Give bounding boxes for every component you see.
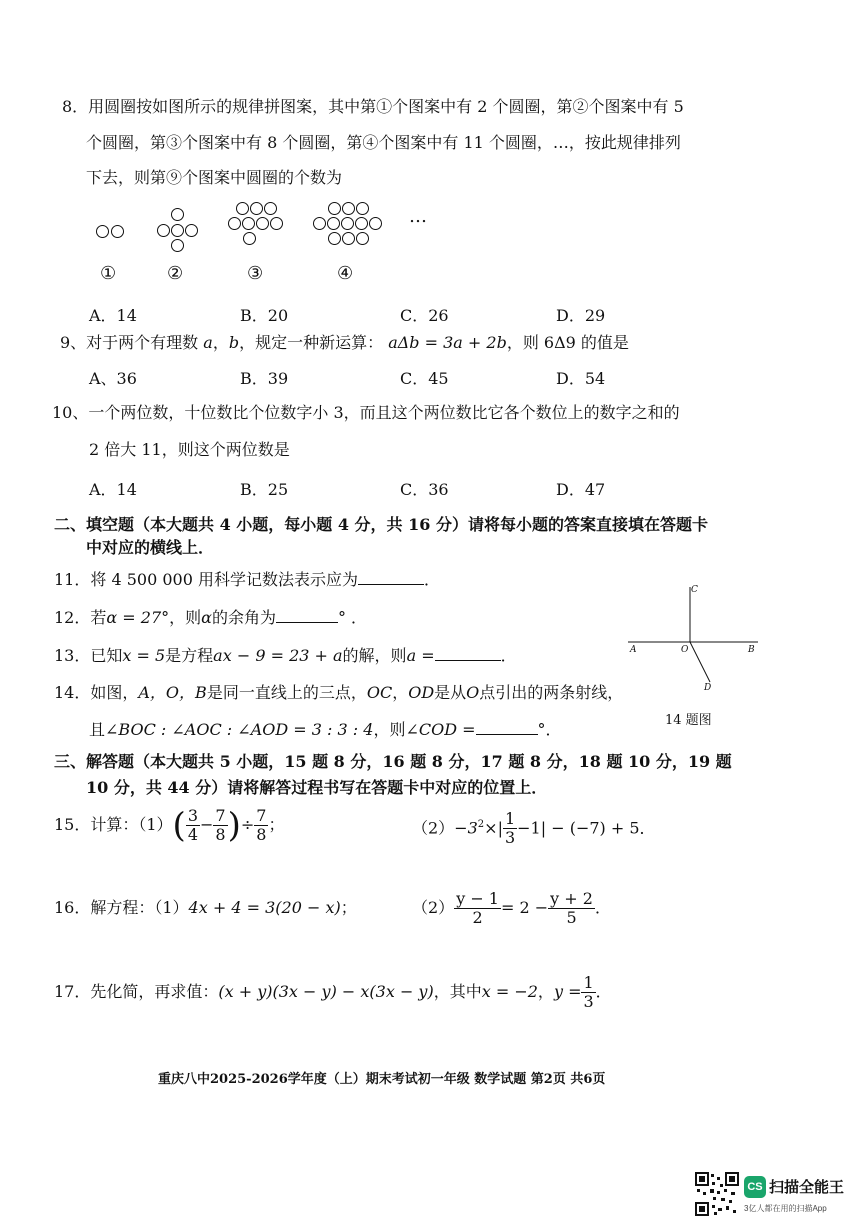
minus-sign: − <box>200 815 214 834</box>
numerator: 1 <box>504 809 516 829</box>
brand-name: 扫描全能王 <box>769 1179 845 1196</box>
circle <box>356 202 369 215</box>
q9-text-b: ，规定一种新运算： <box>239 333 384 352</box>
numerator: 7 <box>256 806 267 825</box>
circle <box>236 202 249 215</box>
section2-heading-line2: 中对应的横线上． <box>86 538 215 557</box>
q14-od: OD <box>408 683 435 702</box>
q9-var-a: a <box>203 333 213 352</box>
q9-definition: aΔb = 3a + 2b <box>388 333 507 352</box>
q16-part2 <box>412 888 611 934</box>
q9-option-a: A、36 <box>89 369 137 388</box>
q10-option-b: B．25 <box>240 480 289 499</box>
circle <box>270 217 283 230</box>
q14-text-d: 是从 <box>434 683 467 702</box>
q8-option-a: A．14 <box>89 306 137 325</box>
answer-blank <box>276 608 338 623</box>
q14-o: O <box>466 683 480 702</box>
exponent: 2 <box>477 819 485 830</box>
semicolon: ； <box>268 815 285 834</box>
denominator: 2 <box>472 908 483 927</box>
q11 <box>54 570 440 590</box>
q12-end: ° ． <box>337 608 368 627</box>
circle <box>242 217 255 230</box>
pattern-label-1: ① <box>100 263 117 284</box>
figure-caption: 14 题图 <box>665 713 712 728</box>
q14-text-g: ，则 <box>373 720 406 739</box>
circle <box>342 232 355 245</box>
circle <box>171 208 184 221</box>
circle <box>264 202 277 215</box>
ray-od <box>690 642 710 682</box>
q13-equation: ax − 9 = 23 + a <box>213 646 343 665</box>
q14-line2 <box>89 720 562 740</box>
q15-part1 <box>54 805 284 851</box>
numerator: 7 <box>215 806 226 825</box>
numerator: 1 <box>583 973 594 992</box>
qr-code-icon <box>695 1172 739 1216</box>
label-a: A <box>630 645 637 655</box>
q8-line2: 个圆圈，第③个图案中有 8 个圆圈，第④个图案中有 11 个圆圈，…，按此规律排列 <box>86 133 681 152</box>
label-o: O <box>681 645 689 655</box>
q13-end: ． <box>500 646 517 665</box>
q16-equation1: 4x + 4 = 3(20 − x) <box>188 898 341 917</box>
q16-part1 <box>54 898 357 918</box>
q14-points: A，O，B <box>138 683 207 702</box>
q17-x-eq: x = −2 <box>481 982 538 1001</box>
q16-end: ． <box>594 898 611 917</box>
circle <box>157 224 170 237</box>
q11-end: ． <box>423 570 440 589</box>
circle <box>250 202 263 215</box>
q17-expression: (x + y)(3x − y) − x(3x − y) <box>218 982 434 1001</box>
q16-label: 16．解方程：（1） <box>54 898 189 917</box>
q15-times-abs: ×| <box>484 818 503 838</box>
divide-sign: ÷ <box>240 815 255 834</box>
answer-blank <box>435 646 501 661</box>
q9-text-c: ，则 6Δ9 的值是 <box>506 333 629 352</box>
section3-heading-line2: 10 分，共 44 分）请将解答过程书写在答题卡中对应的位置上． <box>86 778 548 797</box>
q10-option-c: C．36 <box>400 480 449 499</box>
q10-option-a: A．14 <box>89 480 137 499</box>
pattern-label-2: ② <box>167 263 184 284</box>
cs-logo-icon: CS <box>744 1176 766 1198</box>
fraction <box>186 807 200 844</box>
q14-text-e: 点引出的两条射线， <box>479 683 624 702</box>
q17-label: 17．先化简，再求值： <box>54 982 219 1001</box>
circle <box>341 217 354 230</box>
denominator: 8 <box>256 825 267 844</box>
q16-mid: = 2 − <box>500 898 549 917</box>
circle <box>171 224 184 237</box>
q12-alpha: α <box>201 608 212 627</box>
circle <box>328 202 341 215</box>
q10-line1: 10、一个两位数，十位数比个位数字小 3，而且这个两位数比它各个数位上的数字之和的 <box>52 403 680 422</box>
denominator: 5 <box>566 908 577 927</box>
circle <box>313 217 326 230</box>
brand-tagline: 3亿人都在用的扫描App <box>744 1204 827 1213</box>
label-b: B <box>748 645 755 655</box>
q15-label: 15．计算：（1） <box>54 815 173 834</box>
q11-text: 11．将 4 500 000 用科学记数法表示应为 <box>54 570 358 589</box>
circle <box>243 232 256 245</box>
numerator: y − 1 <box>456 889 499 908</box>
q14-figure <box>624 582 764 727</box>
circle <box>228 217 241 230</box>
q16-p2-label: （2） <box>412 898 455 917</box>
pattern-label-4: ④ <box>337 263 354 284</box>
q13 <box>54 646 517 666</box>
q9-option-b: B．39 <box>240 369 289 388</box>
q8-line1: 8．用圆圈按如图所示的规律拼图案，其中第①个图案中有 2 个圆圈，第②个图案中有 5 <box>62 97 684 116</box>
q8-option-c: C．26 <box>400 306 449 325</box>
section2-heading-line1: 二、填空题（本大题共 4 小题，每小题 4 分，共 16 分）请将每小题的答案直接填在答题卡 <box>54 515 708 534</box>
q9-text-a: 9、对于两个有理数 <box>60 333 199 352</box>
page-footer: 重庆八中2025-2026学年度（上）期末考试初一年级 数学试题 第2页 共6页 <box>158 1072 606 1087</box>
q15-tail: −1| − (−7) + 5． <box>517 818 656 838</box>
denominator: 3 <box>504 828 516 848</box>
scanner-watermark <box>695 1170 855 1220</box>
q14-ratio: ∠BOC : ∠AOC : ∠AOD = 3 : 3 : 4 <box>105 720 374 739</box>
circle <box>111 225 124 238</box>
q13-x-eq: x = 5 <box>122 646 166 665</box>
q10-line2: 2 倍大 11，则这个两位数是 <box>89 440 290 459</box>
q17-end: ． <box>595 982 612 1001</box>
circle <box>327 217 340 230</box>
q12 <box>54 608 367 628</box>
circle <box>355 217 368 230</box>
pattern-label-3: ③ <box>247 263 264 284</box>
q13-text-c: 的解，则 <box>342 646 407 665</box>
fraction <box>503 810 517 847</box>
q9-option-c: C．45 <box>400 369 449 388</box>
numerator: y + 2 <box>550 889 593 908</box>
q9-option-d: D．54 <box>556 369 606 388</box>
q12-text-a: 12．若 <box>54 608 107 627</box>
q15-neg-three: −3 <box>454 818 478 838</box>
q9-stem <box>60 333 629 353</box>
q12-text-b: ，则 <box>169 608 202 627</box>
q14-line1 <box>54 683 623 703</box>
q9-comma: ， <box>212 333 229 352</box>
q15-p2-label: （2） <box>412 818 455 838</box>
q13-text-b: 是方程 <box>165 646 214 665</box>
q14-text-b: 是同一直线上的三点， <box>206 683 367 702</box>
circle <box>369 217 382 230</box>
section3-heading-line1: 三、解答题（本大题共 5 小题，15 题 8 分，16 题 8 分，17 题 8 分，18 题 10 分，19 题 <box>54 752 732 771</box>
circle <box>356 232 369 245</box>
q14-text-c: ， <box>392 683 409 702</box>
circle <box>256 217 269 230</box>
label-d: D <box>704 683 712 693</box>
q14-text-f: 且 <box>89 720 106 739</box>
q8-line3: 下去，则第⑨个图案中圆圈的个数为 <box>86 168 343 187</box>
numerator: 3 <box>187 806 198 825</box>
answer-blank <box>358 570 424 585</box>
fraction <box>454 890 501 927</box>
q14-oc: OC <box>366 683 393 702</box>
q14-text-a: 14．如图， <box>54 683 139 702</box>
circle <box>96 225 109 238</box>
q17-y-eq: y = <box>553 982 582 1001</box>
denominator: 8 <box>215 825 226 844</box>
circle <box>171 239 184 252</box>
denominator: 3 <box>583 992 594 1011</box>
q17-comma: ， <box>537 982 554 1001</box>
angle-diagram <box>624 582 764 702</box>
fraction <box>548 890 595 927</box>
denominator: 4 <box>187 825 198 844</box>
left-paren: ( <box>172 805 186 846</box>
semicolon: ； <box>340 898 357 917</box>
q17 <box>54 972 612 1018</box>
fraction <box>254 807 268 844</box>
right-paren: ) <box>227 805 241 846</box>
q9-var-b: b <box>228 333 240 352</box>
q8-option-b: B．20 <box>240 306 289 325</box>
q12-alpha-eq: α = 27° <box>106 608 170 627</box>
circle <box>342 202 355 215</box>
q12-text-c: 的余角为 <box>211 608 276 627</box>
ellipsis: … <box>409 206 427 227</box>
q14-end: °． <box>537 720 562 739</box>
fraction <box>213 807 227 844</box>
q13-a-eq: a = <box>406 646 435 665</box>
q8-option-d: D．29 <box>556 306 606 325</box>
fraction <box>581 974 595 1011</box>
circle <box>328 232 341 245</box>
answer-blank <box>476 720 538 735</box>
circle <box>185 224 198 237</box>
q17-text-b: ，其中 <box>433 982 482 1001</box>
q13-text-a: 13．已知 <box>54 646 123 665</box>
q10-option-d: D．47 <box>556 480 606 499</box>
q14-cod: ∠COD = <box>405 720 476 739</box>
label-c: C <box>691 585 698 595</box>
q15-part2 <box>412 805 656 851</box>
